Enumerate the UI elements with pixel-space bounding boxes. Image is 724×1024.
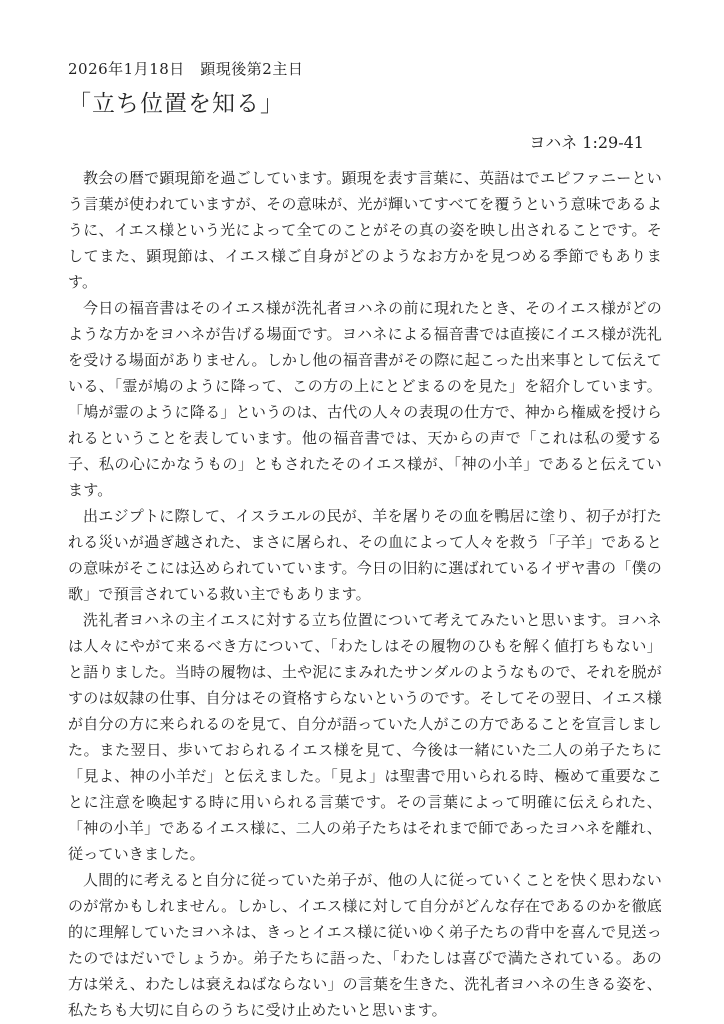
body-text [68,165,662,1023]
date-line: 2026年1月18日 顕現後第2主日 [68,60,304,78]
paragraph-1: 教会の暦で顕現節を過ごしています。顕現を表す言葉に、英語はでエピファニーという言葉が使われていますが、その意味が、光が輝いてすべてを覆うという意味であるように、イエス様という光によって全てのことがその真の姿を映し出されることです。そしてまた、顕現節は、イエス様ご自身がどのようなお方かを見つめる季節でもあります。 [68,169,662,291]
page-title: 「立ち位置を知る」 [68,91,284,117]
paragraph-5: 人間的に考えると自分に従っていた弟子が、他の人に従っていくことを快く思わないのが常かもしれません。しかし、イエス様に対して自分がどんな存在であるのかを徹底的に理解していたヨハネは、きっとイエス様に従いゆく弟子たちの背中を喜んで見送ったのではだいでしょうか。弟子たちに語った、「わたしは喜びで満たされている。あの方は栄え、わたしは衰えねばならない」の言葉を生きた、洗礼者ヨハネの生きる姿を、私たちも大切に自らのうちに受け止めたいと思います。 [68,871,662,1019]
scripture-reference: ヨハネ 1:29-41 [529,133,644,152]
paragraph-4: 洗礼者ヨハネの主イエスに対する立ち位置について考えてみたいと思います。ヨハネは人々にやがて来るべき方について、「わたしはその履物のひもを解く値打ちもない」と語りました。当時の履物は、土や泥にまみれたサンダルのようなもので、それを脱がすのは奴隷の仕事、自分はその資格すらないというのです。そしてその翌日、イエス様が自分の方に来られるのを見て、自分が語っていた人がこの方であることを宣言しました。また翌日、歩いておられるイエス様を見て、今後は一緒にいた二人の弟子たちに「見よ、神の小羊だ」と伝えました。「見よ」は聖書で用いられる時、極めて重要なことに注意を喚起する時に用いられる言葉です。その言葉によって明確に伝えられた、「神の小羊」であるイエス様に、二人の弟子たちはそれまで師であったヨハネを離れ、従っていきました。 [68,611,662,863]
paragraph-2: 今日の福音書はそのイエス様が洗礼者ヨハネの前に現れたとき、そのイエス様がどのような方かをヨハネが告げる場面です。ヨハネによる福音書では直接にイエス様が洗礼を受ける場面がありません。しかし他の福音書がその際に起こった出来事として伝えている、「霊が鳩のように降って、この方の上にとどまるのを見た」を紹介しています。「鳩が霊のように降る」というのは、古代の人々の表現の仕方で、神から権威を授けられるということを表しています。他の福音書では、天からの声で「これは私の愛する子、私の心にかなうもの」ともされたそのイエス様が、「神の小羊」であると伝えています。 [68,299,662,499]
paragraph-3: 出エジプトに際して、イスラエルの民が、羊を屠りその血を鴨居に塗り、初子が打たれる災いが過ぎ越された、まさに屠られ、その血によって人々を救う「子羊」であるとの意味がそこには込められていています。今日の旧約に選ばれているイザヤ書の「僕の歌」で預言されている救い主でもあります。 [68,507,662,603]
